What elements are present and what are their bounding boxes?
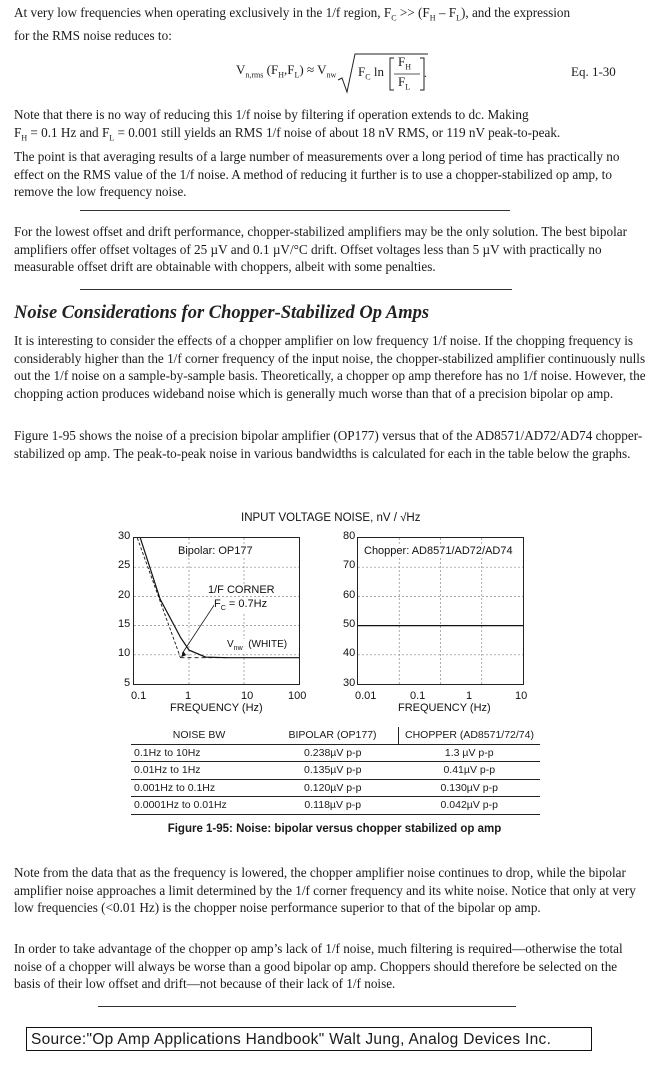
divider (80, 289, 512, 290)
corner-frequency-label: $F_C = 0.7Hz$ (214, 598, 268, 613)
paragraph-1f-filtering: Note that there is no way of reducing this 1/f noise by filtering if operation extends to dc. Making $F_H = 0.1$ Hz and $F_L = 0.001$ still yields an RMS 1/f noise of about 18 nV RMS, or 119 nV peak-to-peak. (14, 107, 561, 143)
divider (98, 1006, 516, 1007)
table-cell: 0.238µV p-p (267, 744, 399, 762)
table-cell: 0.135µV p-p (267, 762, 399, 780)
right-x-tick: 0.1 (410, 690, 426, 702)
right-x-tick: 1 (466, 690, 473, 702)
table-cell: 0.0001Hz to 0.01Hz (131, 797, 267, 815)
corner-pointer (182, 601, 217, 654)
left-y-tick: 30 (118, 530, 131, 542)
figure-title: INPUT VOLTAGE NOISE, nV / √Hz (241, 512, 421, 524)
one-over-f-asymptote (137, 538, 180, 658)
paragraph-offset-drift: For the lowest offset and drift performance, chopper-stabilized amplifiers may be the only solution. The best bipolar amplifiers offer offset voltages of 25 µV and 0.1 µV/°C drift. Offset voltages less than 5 µV with practically no measurable offset drift are obtainable with choppers, albeit with some penalties. (14, 224, 628, 275)
paragraph-averaging: The point is that averaging results of a large number of measurements over a long period of time has practically no effect on the RMS value of the 1/f noise. A method of reducing it further is to use a chopper-stabilized op amp, to remove the low frequency noise. (14, 149, 620, 200)
left-x-axis-label: FREQUENCY (Hz) (170, 702, 263, 714)
table-header: NOISE BW (131, 727, 267, 744)
paragraph-observation: Note from the data that as the frequency is lowered, the chopper amplifier noise continues to drop, while the bipolar amplifier noise approaches a limit determined by the 1/f corner frequency and its white noise. Notice that only at very low frequencies (<0.01 Hz) is the chopper noise performance superior to that of the bipolar op amp. (14, 865, 636, 916)
left-x-tick: 1 (185, 690, 192, 702)
right-x-tick: 0.01 (355, 690, 377, 702)
table-row (131, 744, 540, 762)
paragraph-figure-ref: Figure 1-95 shows the noise of a precision bipolar amplifier (OP177) versus that of the AD8571/AD72/AD74 chopper-stabilized op amp. The peak-to-peak noise in various bandwidths is calculated for each in the table below the graphs. (14, 428, 643, 461)
equation-fc-ln: $F_C$ ln (358, 64, 384, 82)
left-y-tick: 25 (118, 559, 131, 571)
corner-label: 1/F CORNER (208, 584, 275, 596)
equation-period: . (424, 66, 427, 80)
right-y-tick: 70 (343, 559, 356, 571)
left-y-tick: 15 (118, 618, 131, 630)
right-x-axis-label: FREQUENCY (Hz) (398, 702, 491, 714)
table-cell: 0.120µV p-p (267, 779, 399, 797)
white-noise-label: $V_{nw}$ (WHITE) (227, 639, 288, 652)
left-y-tick: 10 (118, 647, 131, 659)
equation-fl: $F_L$ (398, 74, 411, 92)
table-header-row (131, 727, 540, 744)
equation-1-30: $V_{n,rms}$ $(F_H,F_L) \approx V_{nw}$ (236, 62, 337, 80)
table-cell: 1.3 µV p-p (399, 744, 541, 762)
table-cell: 0.41µV p-p (399, 762, 541, 780)
paragraph-intro: At very low frequencies when operating exclusively in the 1/f region, $F_C >> (F_H - F_L)$, and the expression for the RMS noise reduces to: (14, 5, 571, 44)
paragraph-chopper-intro: It is interesting to consider the effects of a chopper amplifier on low frequency 1/f noise. If the chopping frequency is considerably higher than the 1/f corner frequency of the input noise, the chopper-stabilized amplifier continuously nulls out the 1/f noise on a sample-by-sample basis. Theoretically, a chopper op amp therefore has no 1/f noise. However, the chopping action produces wideband noise which is generally much worse than that of a precision bipolar op amp. (14, 333, 646, 401)
noise-table (131, 727, 540, 815)
table-cell: 0.130µV p-p (399, 779, 541, 797)
equation-label: Eq. 1-30 (571, 64, 616, 79)
figure-caption: Figure 1-95: Noise: bipolar versus chopper stabilized op amp (167, 823, 502, 835)
sqrt-sign (336, 52, 432, 96)
section-heading: Noise Considerations for Chopper-Stabilized Op Amps (14, 303, 430, 323)
chopper-label: Chopper: AD8571/AD72/AD74 (364, 545, 513, 557)
left-x-tick: 100 (288, 690, 307, 702)
table-header: CHOPPER (AD8571/72/74) (399, 727, 541, 744)
table-row (131, 779, 540, 797)
left-x-tick: 10 (241, 690, 254, 702)
left-y-tick: 5 (124, 677, 131, 689)
bipolar-label: Bipolar: OP177 (178, 545, 253, 557)
corner-arrowhead (181, 651, 186, 657)
chopper-noise-chart (358, 538, 523, 684)
left-x-tick: 0.1 (131, 690, 147, 702)
table-cell: 0.1Hz to 10Hz (131, 744, 267, 762)
equation-fh: $F_H$ (398, 54, 412, 72)
left-y-tick: 20 (118, 589, 131, 601)
right-y-tick: 80 (343, 530, 356, 542)
right-y-tick: 40 (343, 647, 356, 659)
table-cell: 0.01Hz to 1Hz (131, 762, 267, 780)
right-y-tick: 60 (343, 589, 356, 601)
right-y-tick: 30 (343, 677, 356, 689)
right-x-tick: 10 (515, 690, 528, 702)
table-header: BIPOLAR (OP177) (267, 727, 399, 744)
paragraph-filtering: In order to take advantage of the chopper op amp’s lack of 1/f noise, much filtering is required—otherwise the total noise of a chopper will always be worse than a good bipolar op amp. Choppers should therefore be selected on the basis of their low offset and drift—not because of their lack of 1/f noise. (14, 941, 623, 992)
right-y-tick: 50 (343, 618, 356, 630)
source-citation: Source:"Op Amp Applications Handbook" Walt Jung, Analog Devices Inc. (26, 1027, 592, 1051)
table-cell: 0.042µV p-p (399, 797, 541, 815)
divider (80, 210, 510, 211)
table-cell: 0.001Hz to 0.1Hz (131, 779, 267, 797)
table-row (131, 762, 540, 780)
table-row (131, 797, 540, 815)
chopper-noise-plot (357, 537, 524, 685)
table-cell: 0.118µV p-p (267, 797, 399, 815)
